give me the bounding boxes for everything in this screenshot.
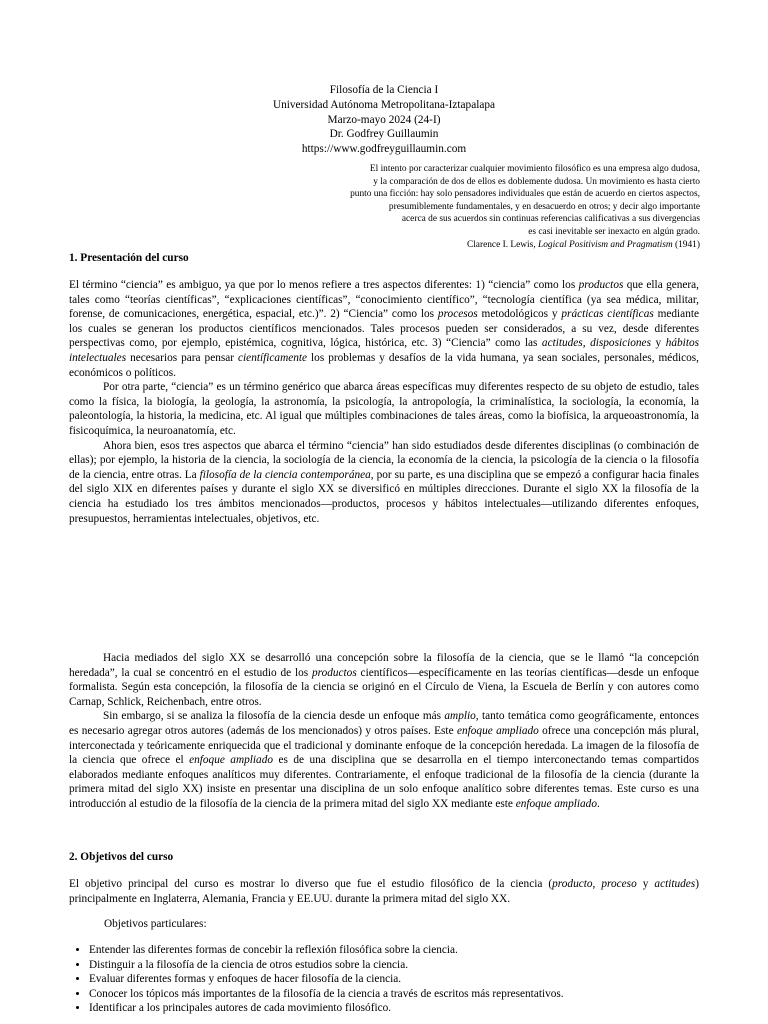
attribution-work: Logical Positivism and Pragmatism (538, 240, 673, 250)
list-item: • Identificar a los principales autores de cada movimiento filosófico. (89, 1001, 719, 1016)
epigraph-line: El intento por caracterizar cualquier movimiento filosófico es una empresa algo dudosa, (369, 164, 700, 174)
term-dates: Marzo-mayo 2024 (24-I) (327, 113, 441, 126)
epigraph-line: es casi inevitable ser inexacto en algún grado. (528, 226, 700, 237)
epigraph-quote (340, 163, 700, 239)
list-item: • Distinguir a la filosofía de la ciencia de otros estudios sobre la ciencia. (89, 958, 719, 973)
paragraph: Hacia mediados del siglo XX se desarrolló una concepción sobre la filosofía de la ciencia, que se le llamó “la concepción heredada”, la cual se concentró en el estudio de los productos científicos—específicamente en las teorías científicas—desde un enfoque formalista. Según esta concepción, la filosofía de la ciencia se originó en el Círculo de Viena, la Escuela de Berlín y con autores como Carnap, Schlick, Reichenbach, entre otros. (69, 652, 699, 708)
objectives-subheading: Objetivos particulares: (104, 918, 207, 930)
epigraph-attribution (467, 239, 700, 251)
section2-body (69, 877, 699, 906)
paragraph: Por otra parte, “ciencia” es un término genérico que abarca áreas específicas muy diferentes respecto de su objeto de estudio, tales como la física, la biología, la geología, la astronomía, la psicología, la antropología, la criminalística, la sociología, la economía, la paleontología, la historia, la medicina, etc. Al igual que múltiples combinaciones de tales áreas, como la biofísica, la arqueoastronomía, la fisicoquímica, la neuroanatomía, etc. (69, 381, 699, 437)
paragraph: Sin embargo, si se analiza la filosofía de la ciencia desde un enfoque más amplio, tanto temática como geográficamente, entonces es necesario agregar otros autores (además de los mencionados) y otros países. Este enfoque ampliado ofrece una concepción más plural, interconectada y teóricamente enriquecida que el tradicional y dominante enfoque de la concepción heredada. La imagen de la filosofía de la ciencia que ofrece el enfoque ampliado es de una disciplina que se desarrolla en el tiempo interconectando temas compartidos elaborados mediante enfoques analíticos muy diferentes. Contrariamente, el enfoque tradicional de la filosofía de la ciencia (durante la primera mitad del siglo XX) insiste en presentar una disciplina de un solo enfoque analítico sobre diferentes temas. Este curso es una introducción al estudio de la filosofía de la ciencia de la primera mitad del siglo XX mediante este enfoque ampliado. (69, 710, 700, 810)
epigraph-line: y la comparación de dos de ellos es doblemente dudosa. Un movimiento es hasta cierto (373, 176, 700, 187)
paragraph: El objetivo principal del curso es mostrar lo diverso que fue el estudio filosófico de la ciencia (producto, proceso y actitudes) principalmente en Inglaterra, Alemania, Francia y EE.UU. durante la primera mitad del siglo XX. (69, 878, 699, 905)
paragraph: El término “ciencia” es ambiguo, ya que por lo menos refiere a tres aspectos diferentes: 1) “ciencia” como los productos que ella genera, tales como “teorías científicas”, “explicaciones científicas”, “conocimiento científico”, “tecnología científica (ya sea médica, militar, forense, de comunicaciones, energética, espacial, etc.)”. 2) “Ciencia” como los procesos metodológicos y prácticas científicas mediante los cuales se generan los productos científicos mencionados. Tales procesos pueden ser considerados, a su vez, desde diferentes perspectivas como, por ejemplo, epistémica, cognitiva, lógica, histórica, etc. 3) “Ciencia” como las actitudes, disposiciones y hábitos intelectuales necesarios para pensar científicamente los problemas y desafíos de la vida humana, ya sean sociales, personales, médicos, económicos o políticos. (69, 279, 700, 379)
list-item: • Entender las diferentes formas de concebir la reflexión filosófica sobre la ciencia. (89, 943, 719, 958)
epigraph-line: presumiblemente fundamentales, y en desacuerdo en otros; y decir algo importante (388, 201, 700, 212)
objectives-list (69, 943, 719, 1016)
section1-body (69, 278, 699, 526)
list-item: • Evaluar diferentes formas y enfoques de hacer filosofía de la ciencia. (89, 972, 719, 987)
paragraph: Ahora bien, esos tres aspectos que abarca el término “ciencia” han sido estudiados desde diferentes disciplinas (o combinación de ellas); por ejemplo, la historia de la ciencia, la sociología de la ciencia, la economía de la ciencia, la psicología de la ciencia o la filosofía de la ciencia, entre otras. La filosofía de la ciencia contemporánea, por su parte, es una disciplina que se empezó a configurar hacia finales del siglo XIX en diferentes países y durante el siglo XX se diversificó en múltiples direcciones. Durante el siglo XX la filosofía de la ciencia ha estudiado los tres ámbitos mencionados—productos, procesos y hábitos intelectuales—utilizando diferentes enfoques, presupuestos, herramientas intelectuales, objetivos, etc. (69, 439, 699, 525)
instructor-website: https://www.godfreyguillaumin.com (301, 143, 467, 156)
epigraph-line: acerca de sus acuerdos sin continuas referencias calificativas a sus divergencias (401, 214, 700, 225)
section-heading: 1. Presentación del curso (69, 252, 189, 264)
section1-body-continued (69, 651, 699, 812)
instructor-name: Dr. Godfrey Guillaumin (329, 128, 439, 141)
attribution-author: Clarence I. Lewis, (466, 240, 539, 250)
list-item: • Conocer los tópicos más importantes de la filosofía de la ciencia a través de escritos más representativos. (89, 987, 719, 1002)
course-header (0, 83, 768, 157)
section-heading: 2. Objetivos del curso (69, 851, 174, 863)
course-title: Filosofía de la Ciencia I (329, 84, 439, 96)
university-name: Universidad Autónoma Metropolitana-Iztapalapa (272, 98, 496, 111)
epigraph-line: punto una ficción: hay solo pensadores individuales que están de acuerdo en ciertos aspectos, (350, 189, 700, 200)
attribution-year: (1941) (672, 240, 700, 250)
